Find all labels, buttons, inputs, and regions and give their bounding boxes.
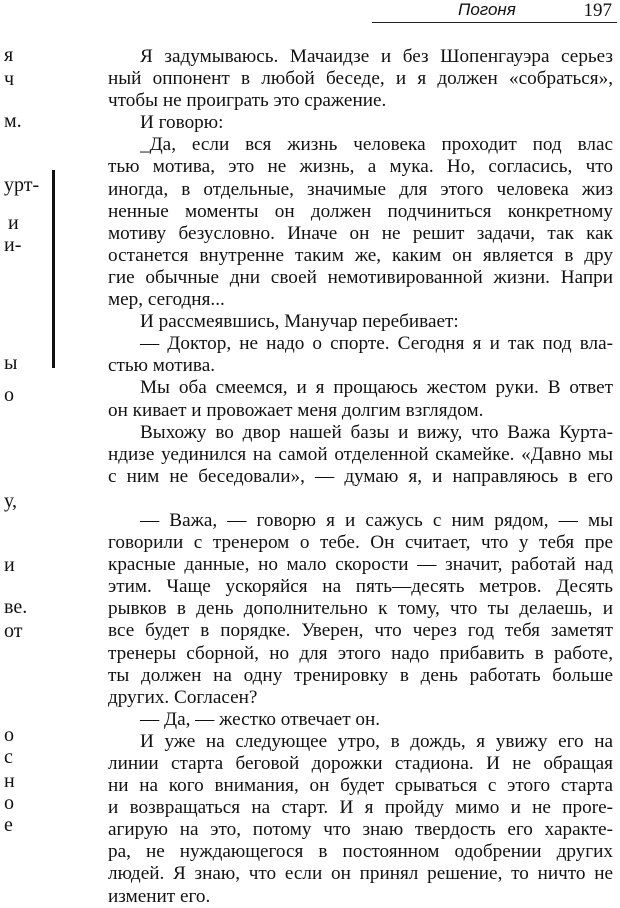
text-line: Выхожу во двор нашей базы и вижу, что Важа Курта-	[140, 421, 613, 443]
text-line: агирую на это, потому что знаю твердость его характе-	[108, 819, 613, 841]
page-number: 197	[583, 0, 612, 21]
text-line: мотиву безусловно. Иначе он не решит задачи, так как	[108, 222, 613, 244]
text-line: стью мотива.	[108, 355, 216, 377]
text-line: изменит его.	[108, 885, 211, 907]
margin-fragment: о	[4, 384, 14, 406]
text-line: этим. Чаще ускоряйся на пять—десять метров. Десять	[108, 576, 613, 598]
text-line: ндизе уединился на самой отделенной скамейке. «Давно мы	[108, 443, 613, 465]
margin-fragment: н	[4, 770, 15, 792]
text-line: он кивает и провожает меня долгим взглядом.	[108, 399, 484, 421]
margin-fragment: у,	[4, 490, 17, 512]
text-line: тренеры сборной, но для этого надо прибавить в работе,	[108, 642, 613, 664]
text-line: — Доктор, не надо о спорте. Сегодня я и так под вла-	[140, 333, 613, 355]
text-line: иногда, в отдельные, значимые для этого человека жиз	[108, 178, 613, 200]
text-line: говорили с тренером о тебе. Он считает, что у тебя пре	[108, 532, 613, 554]
text-line: И рассмеявшись, Манучар перебивает:	[140, 311, 459, 333]
text-line: все будет в порядке. Уверен, что через год тебя заметят	[108, 620, 613, 642]
margin-fragment: о	[4, 724, 14, 746]
text-line: гие обычные дни своей немотивированной жизни. Напри	[108, 266, 613, 288]
margin-fragment: ве.	[4, 596, 28, 618]
chapter-title: Погоня	[458, 0, 516, 19]
margin-fragment: и-	[4, 234, 22, 256]
text-line: и возвращаться на старт. И я пройду мимо и не прore-	[108, 797, 613, 819]
margin-fragment: и	[8, 212, 19, 234]
text-line: _Да, если вся жизнь человека проходит под влас	[140, 134, 613, 156]
text-line: И говорю:	[140, 112, 224, 134]
margin-fragment: о	[4, 792, 14, 814]
margin-fragment: с	[4, 746, 13, 768]
text-line: красные данные, но мало скорости — значит, работай над	[108, 554, 613, 576]
margin-fragment: ы	[4, 352, 18, 374]
text-line: с ним не беседовали», — думаю я, и направляюсь в его	[108, 465, 613, 487]
text-line: ненные моменты он должен подчиниться конкретному	[108, 200, 613, 222]
text-line: Мы оба смеемся, и я прощаюсь жестом руки. В ответ	[140, 377, 613, 399]
text-line: ра, не нуждающегося в постоянном одобрении других	[108, 841, 613, 863]
header-rule	[372, 22, 617, 23]
text-column	[108, 46, 613, 908]
text-line	[108, 488, 613, 510]
text-line: чтобы не проиграть это сражение.	[108, 90, 387, 112]
margin-fragment: от	[4, 620, 23, 642]
margin-bar	[52, 170, 55, 368]
text-line: линии старта беговой дорожки стадиона. И не обращая	[108, 753, 613, 774]
margin-fragment: ч	[4, 68, 15, 90]
text-line: Я задумываюсь. Мачаидзе и без Шопенгауэра серьез	[140, 46, 613, 67]
text-line: рывков в день дополнительно к тому, что ты делаешь, и	[108, 598, 613, 620]
text-line: мер, сегодня...	[108, 289, 225, 311]
text-line: И уже на следующее утро, в дождь, я увижу его на	[140, 730, 613, 752]
margin-fragment: урт-	[4, 174, 40, 196]
margin-fragment: е	[4, 814, 13, 836]
text-line: людей. Я знаю, что если он принял решение, то ничто не	[108, 863, 613, 885]
text-line: ты должен на одну тренировку в день работать больше	[108, 664, 613, 686]
margin-fragment: я	[4, 44, 14, 66]
text-line: ный оппонент в любой беседе, и я должен «собраться»,	[108, 68, 613, 90]
text-line: ни на кого внимания, он будет срываться с этого старта	[108, 775, 613, 797]
text-line: останется внутренне таким же, каким он является в дру	[108, 244, 613, 266]
margin-fragment: м.	[4, 110, 22, 132]
text-line: — Да, — жестко отвечает он.	[140, 708, 381, 730]
text-line: других. Согласен?	[108, 686, 258, 708]
margin-fragment: и	[4, 554, 15, 576]
text-line: — Важа, — говорю я и сажусь с ним рядом, — мы	[140, 509, 613, 531]
text-line: тью мотива, это не жизнь, а мука. Но, согласись, что	[108, 156, 613, 178]
